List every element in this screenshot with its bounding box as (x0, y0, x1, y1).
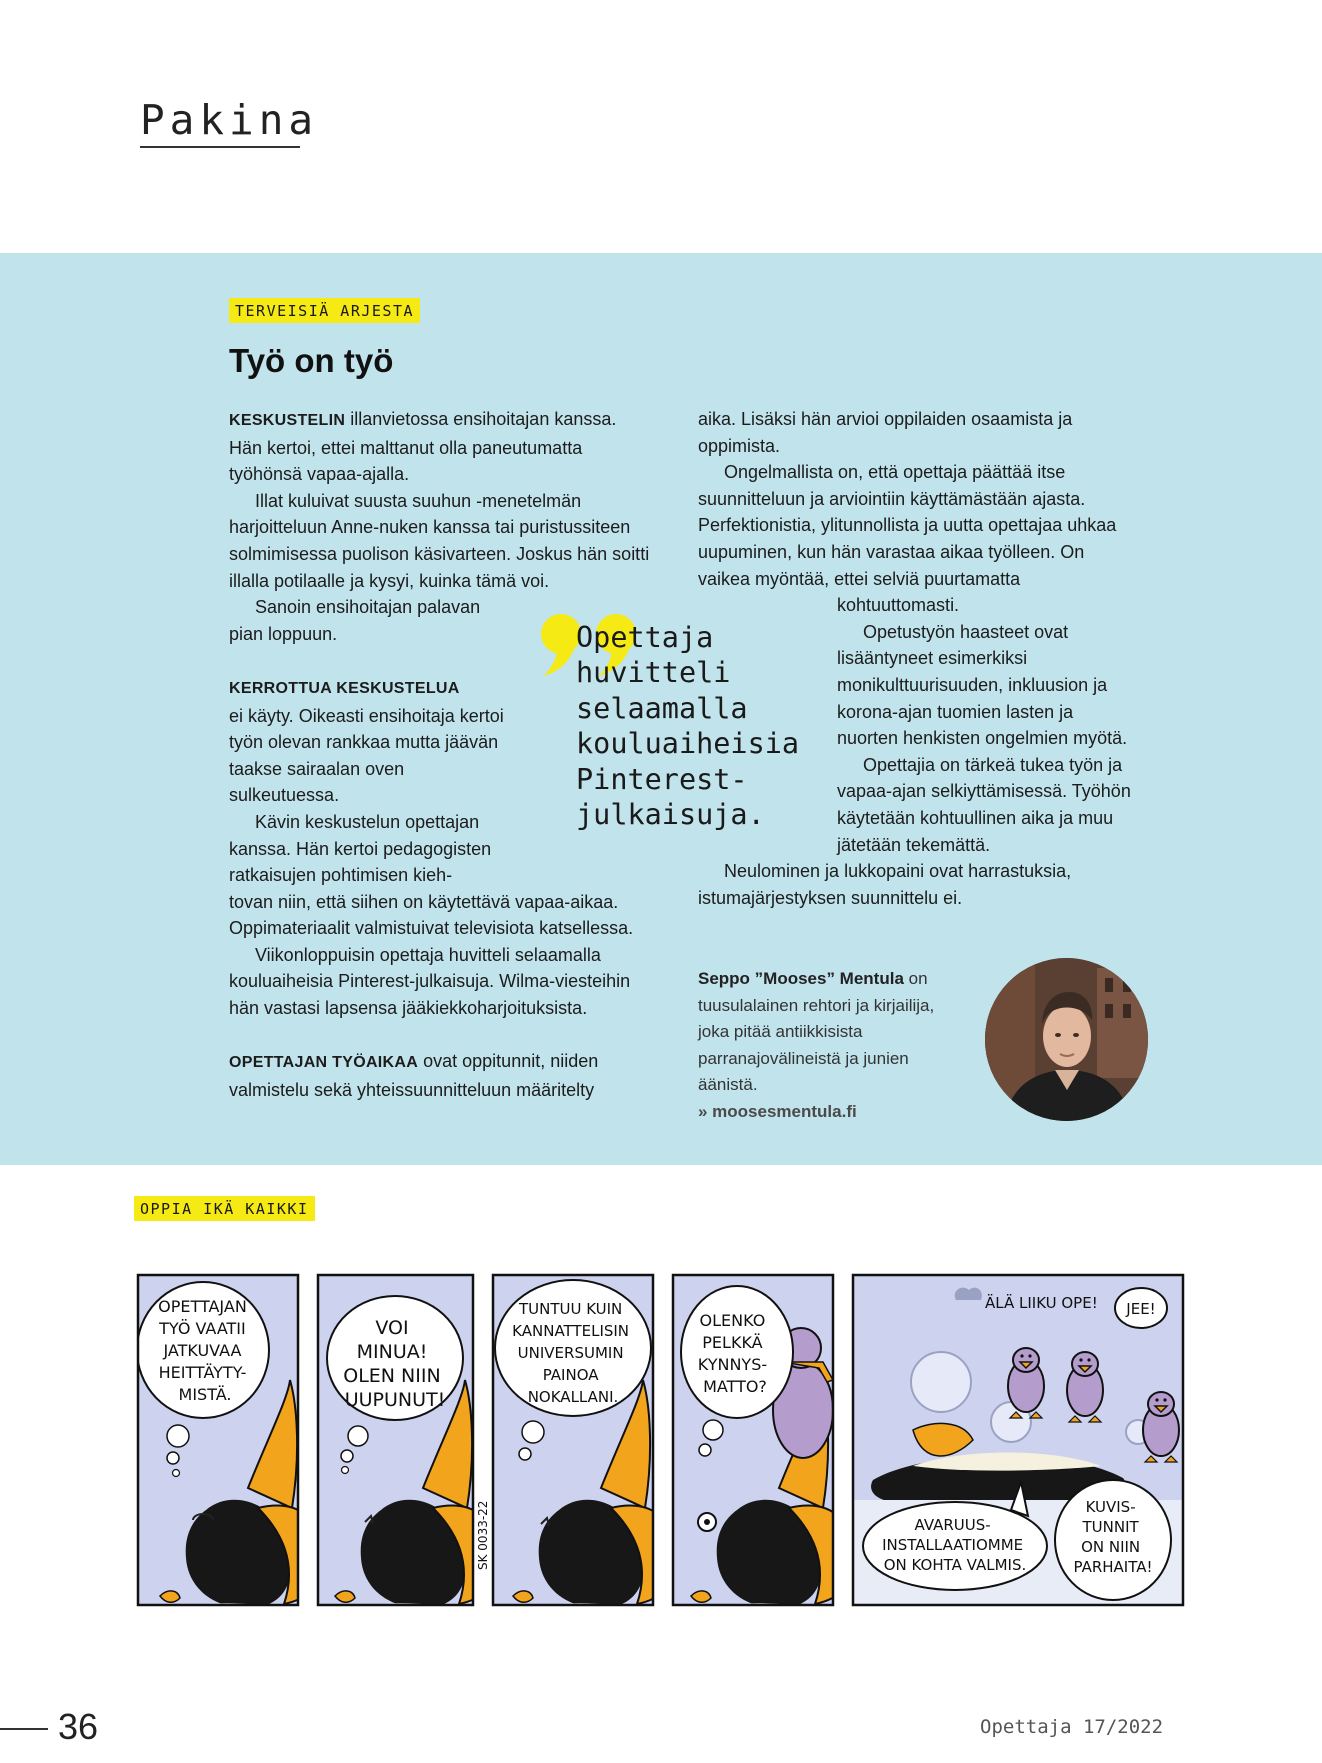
comic-strip (133, 1270, 1188, 1620)
paragraph-7 (229, 1048, 659, 1103)
comic-text: ON NIIN (1081, 1538, 1141, 1556)
comic-text: KANNATTELISIN (512, 1322, 630, 1340)
paragraph-4 (229, 674, 519, 703)
comic-text: UNIVERSUMIN (517, 1344, 624, 1362)
author-bio (698, 966, 968, 1126)
author-name: Seppo ”Mooses” Mentula (698, 969, 904, 988)
comic-text: OLEN NIIN (343, 1365, 441, 1387)
paragraph-9-tail: kohtuuttomasti. (837, 595, 960, 616)
comic-text: UUPUNUT! (344, 1389, 446, 1411)
pull-quote: Opettaja huvitteli selaamalla kouluaiheisia Pinterest- julkaisuja. (576, 621, 800, 832)
comic-text: OPETTAJAN (158, 1297, 247, 1316)
comic-text: JEE! (1126, 1300, 1156, 1318)
svg-text:TUNTUU KUIN KANNATTELISIN (512, 1300, 634, 1406)
comic-text: JATKUVAA (163, 1341, 242, 1360)
paragraph-1-rest: Hän kertoi, ettei malttanut olla paneutumatta työhönsä vapaa-ajalla. (229, 437, 583, 485)
comic-text: MISTÄ. (178, 1385, 232, 1404)
comic-text: HEITTÄYTY- (158, 1363, 247, 1382)
comic-text: PARHAITA! (1073, 1558, 1153, 1576)
paragraph-5-wide: tovan niin, että siihen on käytettävä vapaa-aikaa. Oppimateriaalit valmistuivat televisiota katsellessa. (229, 891, 634, 939)
comic-text: ON KOHTA VALMIS. (883, 1556, 1027, 1574)
comic-signature: SK 0033-22 (476, 1500, 490, 1570)
comic-text: TUNTUU KUIN (518, 1300, 623, 1318)
lead-in: KERROTTUA KESKUSTELUA (229, 679, 460, 697)
comic-text: PELKKÄ (702, 1333, 763, 1352)
article-kicker: TERVEISIÄ ARJESTA (229, 298, 420, 323)
comic-text: AVARUUS- (914, 1516, 991, 1534)
svg-text:JEE! (1125, 1300, 1155, 1318)
section-underline (140, 146, 300, 148)
comic-text: ÄLÄ LIIKU OPE! (985, 1294, 1098, 1312)
paragraph-8: aika. Lisäksi hän arvioi oppilaiden osaamista ja oppimista. (698, 409, 1073, 456)
paragraph-text: ovat oppitunnit, niiden valmistelu sekä yhteissuunnitteluun määritelty (229, 1051, 599, 1100)
section-label: Pakina (140, 96, 319, 144)
svg-text:ÄLÄ LIIKU OPE! (985, 1293, 1098, 1312)
article-title: Työ on työ (229, 342, 394, 379)
author-website-link[interactable]: » moosesmentula.fi (698, 1101, 857, 1121)
comic-text: OLENKO (699, 1311, 766, 1330)
comic-text: VOI (375, 1317, 409, 1339)
comic-kicker: OPPIA IKÄ KAIKKI (134, 1196, 315, 1221)
paragraph-6: Viikonloppuisin opettaja huvitteli selaamalla kouluaiheisia Pinterest-julkaisuja. Wilma-viesteihin hän vastasi lapsensa jääkiekkoharjoituksista. (229, 944, 631, 1019)
paragraph-text: illanvietossa ensihoitajan kanssa. (345, 409, 617, 429)
comic-text: KUVIS- (1085, 1498, 1136, 1516)
comic-text: MINUA! (356, 1341, 428, 1363)
paragraph-9: Ongelmallista on, että opettaja päättää itse suunnitteluun ja arviointiin käyttämästään ajasta. Perfektionistia, ylitunnollista ja uutta opettajaa uhkaa uupuminen, kun hän varastaa aikaa työlleen. On vaikea myöntää, ettei selviä puurtamatta (698, 462, 1117, 589)
paragraph-12: Neulominen ja lukkopaini ovat harrastuksia, istumajärjestyksen suunnittelu ei. (698, 861, 1072, 908)
magazine-issue: Opettaja 17/2022 (980, 1716, 1164, 1738)
lead-in: KESKUSTELIN (229, 412, 346, 429)
folio-rule (0, 1728, 48, 1730)
bio-on: on (903, 969, 928, 988)
comic-text: NOKALLANI. (527, 1388, 619, 1406)
lead-in: OPETTAJAN TYÖAIKAA (229, 1054, 419, 1072)
comic-text: MATTO? (703, 1377, 767, 1396)
paragraph-4-text: ei käyty. Oikeasti ensihoitaja kertoi työn olevan rankkaa mutta jäävän taakse sairaalan oven sulkeutuessa. (229, 705, 504, 806)
comic-text: PAINOA (542, 1366, 599, 1384)
page-number: 36 (58, 1706, 99, 1747)
comic-text: INSTALLAATIOMME (882, 1536, 1024, 1554)
paragraph-10: Opetustyön haasteet ovat lisääntyneet esimerkiksi monikulttuurisuuden, inkluusion ja korona-ajan tuomien lasten ja nuorten henkisten ongelmien myötä. (837, 621, 1128, 749)
comic-text: KYNNYS- (697, 1355, 768, 1374)
paragraph-11: Opettajia on tärkeä tukea työn ja vapaa-ajan selkiyttämisessä. Työhön käytetään kohtuullinen aika ja muu jätetään tekemättä. (837, 754, 1131, 855)
paragraph-5-narrow: Kävin keskustelun opettajan kanssa. Hän kertoi pedagogisten ratkaisujen pohtimisen kieh- (229, 811, 492, 886)
author-avatar (985, 958, 1148, 1121)
comic-text: TYÖ VAATII (159, 1319, 246, 1338)
comic-text: TUNNIT (1082, 1518, 1139, 1536)
paragraph-1-opening (229, 406, 659, 435)
paragraph-3: Sanoin ensihoitajan palavan pian loppuun. (229, 597, 481, 644)
bio-text: tuusulalainen rehtori ja kirjailija, joka pitää antiikkisista parranajovälineistä ja junien äänistä. (698, 995, 935, 1095)
paragraph-2: Illat kuluivat suusta suuhun -menetelmän harjoitteluun Anne-nuken kanssa tai puristussiteen solmimisessa puolison käsivarteen. Joskus hän soitti illalla potilaalle ja kysyi, kuinka tämä voi. (229, 490, 650, 591)
